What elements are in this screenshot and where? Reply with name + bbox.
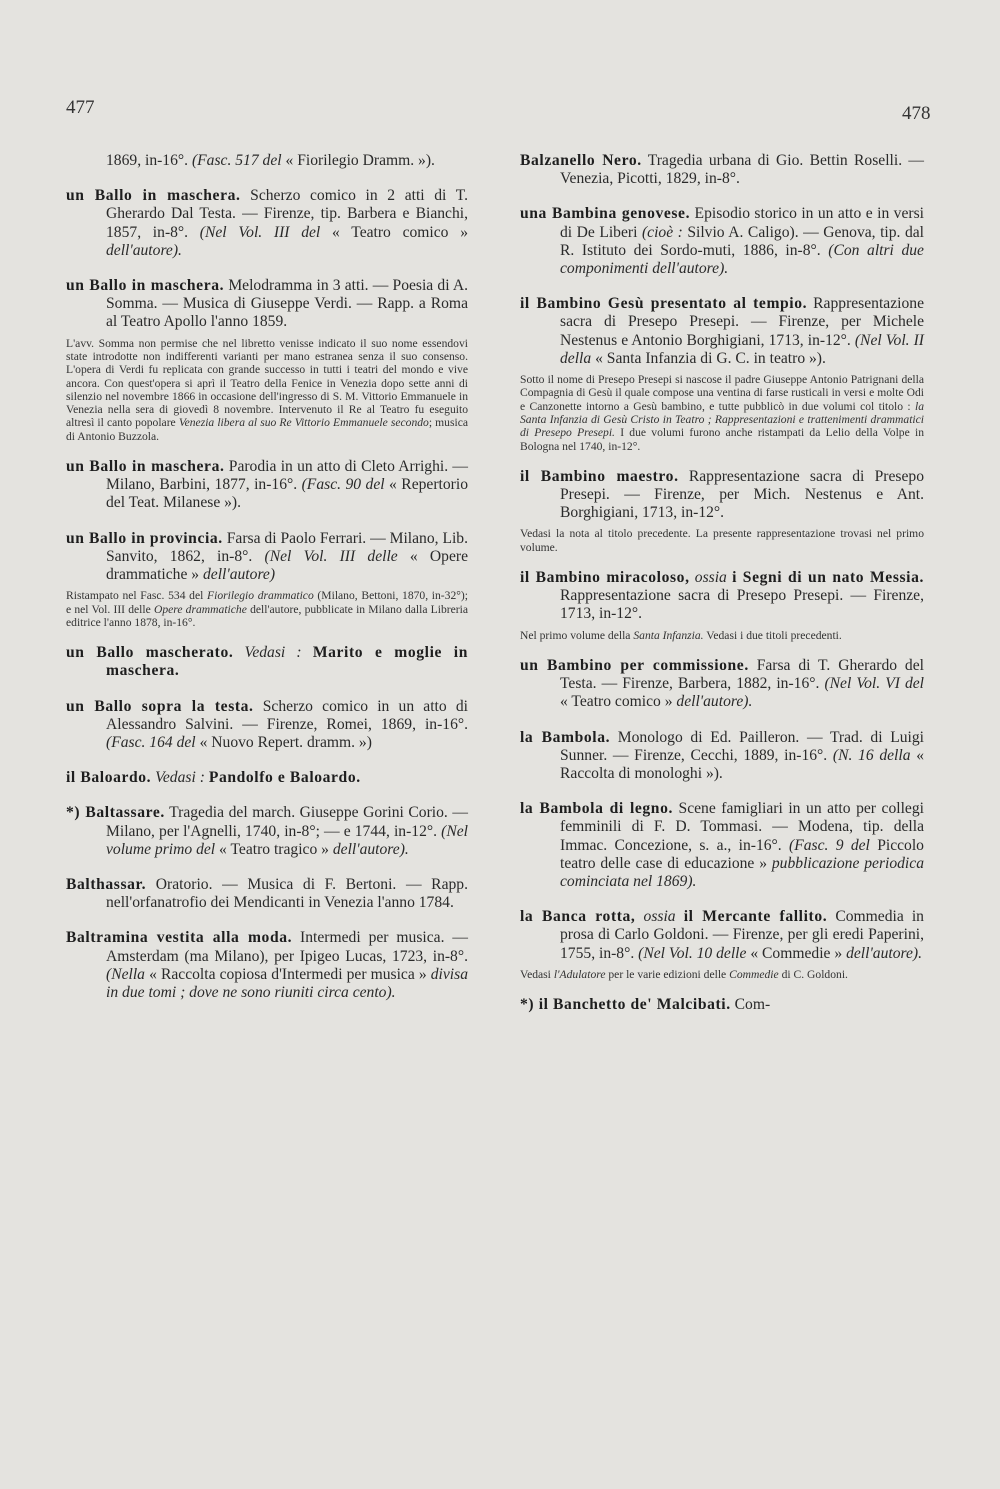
entry-note: Sotto il nome di Presepo Presepi si nascose il padre Giuseppe Antonio Patrignani della Compagnia di Gesù il quale compose una ventina di farse rusticali in versi e molte Odi e Canzonette intorno a Gesù bambino, e tutte pubblicò in due volumi col titolo : la Santa Infanzia di Gesù Cristo in Teatro ; Rappresentazioni e trattenimenti drammatici di Presepo Presepi. I due volumi furono anche ristampati da Lelio della Volpe in Bologna nel 1740, in-12°. (520, 373, 925, 453)
entry-banchetto-de-malcibati: *) il Banchetto de' Malcibati. Com- (520, 996, 771, 1014)
entry-headword: un Ballo in maschera. (66, 277, 225, 295)
entry-headword: Balzanello Nero. (520, 152, 642, 169)
entry-headword: la Banca rotta, (520, 908, 636, 926)
entry-ballo-in-provincia: un Ballo in provincia. Farsa di Paolo Ferrari. — Milano, Lib. Sanvito, 1862, in-8°. (Nel Vol. III delle « Opere drammatiche » dell'autore) (66, 529, 469, 584)
entry-headword: *) il Banchetto de' Malcibati. (520, 996, 731, 1014)
entry-bambina-genovese: una Bambina genovese. Episodio storico in un atto e in versi di De Liberi (cioè : Silvio A. Caligo). — Genova, tip. dal R. Istituto dei Sordo-muti, 1886, in-8°. (Con altri due componimenti dell'autore). (520, 205, 925, 278)
entry-headword: *) Baltassare. (66, 804, 165, 822)
entry-headword: un Ballo sopra la testa. (66, 697, 254, 715)
entry-note: Nel primo volume della Santa Infanzia. Vedasi i due titoli precedenti. (520, 628, 842, 642)
entry-bambino-gesu: il Bambino Gesù presentato al tempio. Rappresentazione sacra di Presepo Presepi. — Firenze, per Michele Nestenus e Antonio Borghigiani, 1713, in-12°. (Nel Vol. II della « Santa Infanzia di G. C. in teatro »). (520, 295, 924, 367)
page-number-left: 477 (66, 97, 95, 118)
entry-headword: un Ballo in maschera. (66, 187, 241, 205)
page-number-right: 478 (902, 103, 931, 124)
entry-ballo-in-maschera-parodia: un Ballo in maschera. Parodia in un atto di Cleto Arrighi. — Milano, Barbini, 1877, in-16°. (Fasc. 90 del « Repertorio del Teat. Milanese »). (66, 458, 468, 512)
entry-headword: il Bambino Gesù presentato al tempio. (520, 295, 808, 313)
right-column (520, 152, 924, 1031)
entry-headword: Balthassar. (66, 875, 147, 893)
entry-banca-rotta: la Banca rotta, ossia il Mercante fallito. Commedia in prosa di Carlo Goldoni. — Firenze, per gli eredi Paperini, 1755, in-8°. (Nel Vol. 10 delle « Commedie » dell'autore). (520, 908, 924, 962)
entry-continuation: 1869, in-16°. (Fasc. 517 del « Fiorilegio Dramm. »). (106, 152, 435, 169)
entry-bambola-di-legno: la Bambola di legno. Scene famigliari in un atto per collegi femminili di F. D. Tommasi. — Modena, tip. della Immac. Concezione, s. a., in-16°. (Fasc. 9 del Piccolo teatro delle case di educazione » pubblicazione periodica cominciata nel 1869). (520, 800, 924, 890)
entry-headword: il Bambino maestro. (520, 467, 679, 485)
entry-bambola: la Bambola. Monologo di Ed. Pailleron. — Trad. di Luigi Sunner. — Firenze, Cecchi, 1889, in-16°. (N. 16 della « Raccolta di monologhi »). (520, 728, 925, 782)
entry-headword: un Ballo in maschera. (66, 458, 225, 475)
entry-headword: la Bambola di legno. (520, 800, 673, 818)
entry-balthassar: Balthassar. Oratorio. — Musica di F. Bertoni. — Rapp. nell'orfanatrofio dei Mendicanti in Venezia l'anno 1784. (66, 875, 468, 912)
entry-bambino-maestro: il Bambino maestro. Rappresentazione sacra di Presepo Presepi. — Firenze, per Mich. Nestenus e Ant. Borghigiani, 1713, in-12°. (520, 467, 924, 522)
entry-bambino-miracoloso: il Bambino miracoloso, ossia i Segni di un nato Messia. Rappresentazione sacra di Presepo Presepi. — Firenze, 1713, in-12°. (520, 569, 924, 623)
entry-headword: Baltramina vestita alla moda. (66, 929, 293, 947)
entry-headword: un Ballo mascherato. (66, 644, 234, 662)
entry-headword: il Bambino miracoloso, (520, 569, 690, 587)
entry-bambino-per-commissione: un Bambino per commissione. Farsa di T. Gherardo del Testa. — Firenze, Barbera, 1882, in-16°. (Nel Vol. VI del « Teatro comico » dell'autore). (520, 656, 925, 711)
entry-ballo-mascherato: un Ballo mascherato. Vedasi : Marito e moglie in maschera. (66, 644, 468, 680)
entry-headword: il Baloardo. (66, 769, 152, 787)
entry-baltramina: Baltramina vestita alla moda. Intermedi per musica. — Amsterdam (ma Milano), per Ipigeo Lucas, 1723, in-8°. (Nella « Raccolta copiosa d'Intermedi per musica » divisa in due tomi ; dove ne sono riuniti circa cento). (66, 929, 468, 1001)
left-column (66, 152, 468, 1019)
entry-baloardo: il Baloardo. Vedasi : Pandolfo e Baloardo. (66, 769, 361, 787)
entry-ballo-in-maschera-scherzo: un Ballo in maschera. Scherzo comico in 2 atti di T. Gherardo Dal Testa. — Firenze, tip. Barbera e Bianchi, 1857, in-8°. (Nel Vol. III del « Teatro comico » dell'autore). (66, 187, 468, 259)
entry-headword: un Ballo in provincia. (66, 529, 223, 547)
entry-ballo-sopra-la-testa: un Ballo sopra la testa. Scherzo comico in un atto di Alessandro Salvini. — Firenze, Romei, 1869, in-16°. (Fasc. 164 del « Nuovo Repert. dramm. ») (66, 697, 468, 751)
entry-headword: una Bambina genovese. (520, 205, 691, 223)
entry-note: L'avv. Somma non permise che nel libretto venisse indicato il suo nome essendovi state introdotte non indifferenti varianti per mano estranea senza il suo consenso. L'opera di Verdi fu replicata con grande successo in tutti i teatri del mondo e vive ancora. Con quest'opera si aprì il Teatro della Fenice in Venezia dopo sette anni di silenzio nel novembre 1866 in occasione dell'ingresso di S. M. Vittorio Emmanuele in Venezia nella sera di giovedì 8 novembre. Intervenuto il Re al Teatro fu eseguito altresì il canto popolare Venezia libera al suo Re Vittorio Emmanuele secondo; musica di Antonio Buzzola. (66, 336, 468, 443)
entry-note: Vedasi la nota al titolo precedente. La presente rappresentazione trovasi nel primo volume. (520, 527, 924, 554)
entry-note: Vedasi l'Adulatore per le varie edizioni delle Commedie di C. Goldoni. (520, 967, 848, 981)
entry-ballo-in-maschera-melodramma: un Ballo in maschera. Melodramma in 3 atti. — Poesia di A. Somma. — Musica di Giuseppe Verdi. — Rapp. a Roma al Teatro Apollo l'anno 1859. (66, 277, 469, 331)
entry-balzanello-nero: Balzanello Nero. Tragedia urbana di Gio. Bettin Roselli. — Venezia, Picotti, 1829, in-8°. (520, 152, 924, 188)
entry-headword: la Bambola. (520, 728, 611, 746)
entry-headword: un Bambino per commissione. (520, 656, 749, 674)
entry-note: Ristampato nel Fasc. 534 del Fiorilegio drammatico (Milano, Bettoni, 1870, in-32°); e nel Vol. III delle Opere drammatiche dell'autore, pubblicate in Milano dalla Libreria editrice l'anno 1878, in-16°. (66, 589, 468, 629)
entry-baltassare: *) Baltassare. Tragedia del march. Giuseppe Gorini Corio. — Milano, per l'Agnelli, 1740, in-8°; — e 1744, in-12°. (Nel volume primo del « Teatro tragico » dell'autore). (66, 804, 469, 858)
